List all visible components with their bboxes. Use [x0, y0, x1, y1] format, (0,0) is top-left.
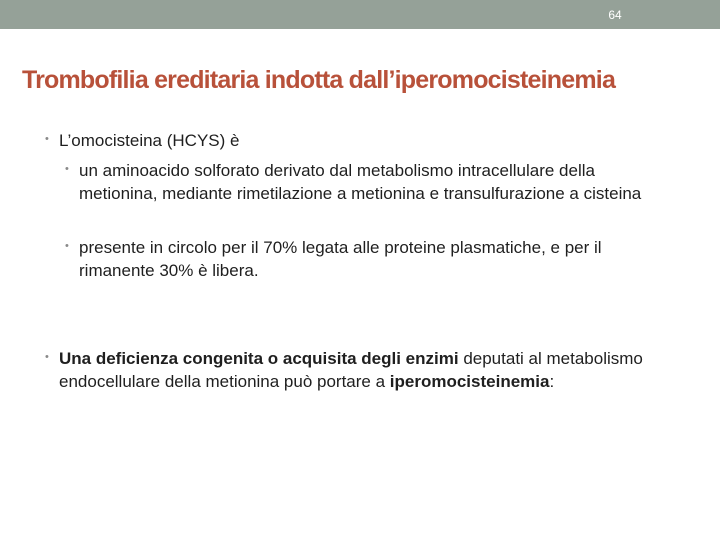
sub-bullet-amino-acid: un aminoacido solforato derivato dal metabolismo intracellulare della metionina, mediante rimetilazione a metionina e transulfurazione a cisteina	[79, 161, 642, 203]
bold-text: iperomocisteinemia	[389, 372, 550, 391]
bullet-homocysteine: L’omocisteina (HCYS) è	[59, 131, 240, 150]
slide-title: Trombofilia ereditaria indotta dall’iperomocisteinemia	[22, 66, 616, 94]
sub-bullet-icon: •	[65, 240, 69, 252]
slide-number: 64	[608, 8, 622, 22]
bullet-enzyme-deficiency	[59, 347, 659, 393]
bullet-icon: •	[45, 351, 49, 363]
normal-text: :	[549, 372, 555, 391]
bold-text: Una deficienza congenita o acquisita degli enzimi	[59, 349, 459, 368]
sub-bullet-circulation: presente in circolo per il 70% legata alle proteine plasmatiche, e per il rimanente 30% è libera.	[79, 238, 602, 280]
top-bar	[0, 0, 720, 29]
normal-text: deputati al metabolismo endocellulare della metionina può portare a	[59, 349, 643, 391]
bullet-icon: •	[45, 133, 49, 145]
sub-bullet-icon: •	[65, 163, 69, 175]
